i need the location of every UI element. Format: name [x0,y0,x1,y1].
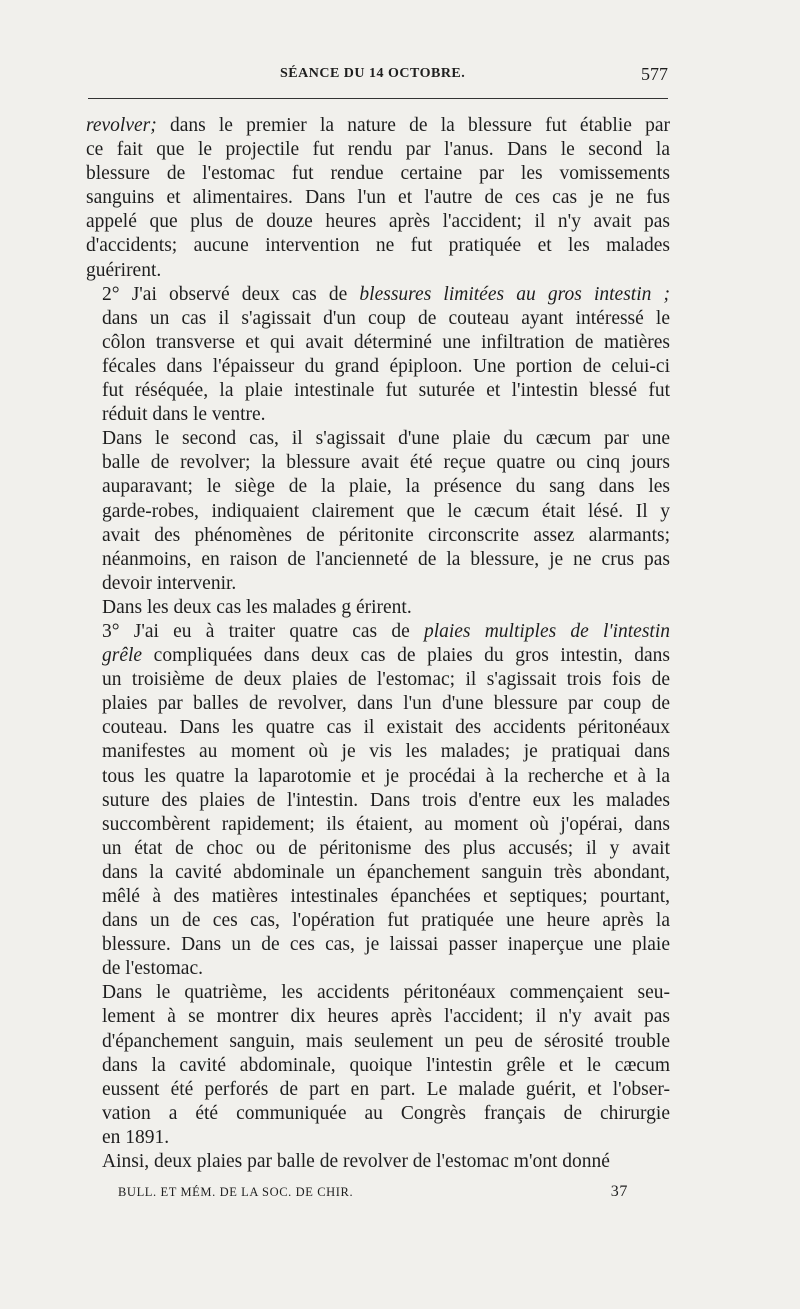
text-line [86,162,670,186]
text-line [86,692,670,716]
text-line [86,138,670,162]
line-text: côlon transverse et qui avait déterminé une infiltration de matières [102,331,670,353]
text-line [86,1030,670,1054]
line-text: de l'estomac. [102,958,203,980]
text-line [86,909,670,933]
text-line [86,114,670,138]
line-text: manifestes au moment où je vis les malades; je pratiquai dans [102,741,670,763]
text-line [86,644,670,668]
text-line [86,500,670,524]
text-line [86,379,670,403]
text-line [86,1054,670,1078]
text-line [86,1102,670,1126]
paragraph [86,1150,670,1174]
line-text: fécales dans l'épaisseur du grand épiploon. Une portion de celui-ci [102,355,670,377]
paragraph [86,596,670,620]
line-text: tous les quatre la laparotomie et je procédai à la recherche et à la [102,765,670,787]
line-text: garde-robes, indiquaient clairement que le cæcum était lésé. Il y [102,500,670,522]
italic-text: grêle [102,645,143,667]
text-line [86,475,670,499]
text-line [86,1005,670,1029]
line-text: blessure de l'estomac fut rendue certaine par les vomissements [86,163,670,185]
page-number: 577 [641,64,668,84]
line-text: Dans le quatrième, les accidents péritonéaux commençaient seu- [102,982,670,1004]
line-text: un état de choc ou de péritonisme des plus accusés; il y avait [102,837,670,859]
paragraph [86,114,670,283]
line-text: suture des plaies de l'intestin. Dans trois d'entre eux les malades [102,789,670,811]
body-text [86,114,670,1174]
line-text: ce fait que le projectile fut rendu par l'anus. Dans le second la [86,139,670,161]
line-text: vation a été communiquée au Congrès français de chirurgie [102,1102,670,1124]
paragraph [86,283,670,428]
italic-text: plaies multiples de l'intestin [423,620,671,642]
text-line [86,1078,670,1102]
header-title: SÉANCE DU 14 OCTOBRE. [280,66,466,81]
text-line [86,596,670,620]
line-text: réduit dans le ventre. [102,404,266,426]
footer-signature: 37 [610,1183,628,1200]
text-line [86,716,670,740]
text-line [86,765,670,789]
text-line [86,957,670,981]
text-line [86,355,670,379]
text-line [86,981,670,1005]
text-line [86,837,670,861]
text-line [86,861,670,885]
text-line [86,813,670,837]
text-line [86,307,670,331]
text-line [86,740,670,764]
line-text: devoir intervenir. [102,572,237,594]
text-line [86,234,670,258]
line-text: en 1891. [102,1126,170,1148]
line-text: d'épanchement sanguin, mais seulement un peu de sérosité trouble [102,1030,670,1052]
line-text: 3° J'ai eu à traiter quatre cas de [102,620,424,642]
header-rule [88,98,668,99]
running-header [88,62,668,90]
line-text: couteau. Dans les quatre cas il existait des accidents péritonéaux [102,717,670,739]
text-line [86,210,670,234]
text-line [86,524,670,548]
line-text: 2° J'ai observé deux cas de [102,283,360,305]
line-text: d'accidents; aucune intervention ne fut pratiquée et les malades [86,235,670,257]
text-line [86,933,670,957]
line-text: appelé que plus de douze heures après l'accident; il n'y avait pas [86,211,670,233]
line-text: mêlé à des matières intestinales épanchées et septiques; pourtant, [102,886,670,907]
line-text: balle de revolver; la blessure avait été reçue quatre ou cinq jours [102,452,670,474]
text-line [86,427,670,451]
line-text: blessure. Dans un de ces cas, je laissai passer inaperçue une plaie [102,934,670,956]
text-line [86,572,670,596]
text-line [86,451,670,475]
line-text: un troisième de deux plaies de l'estomac; il s'agissait trois fois de [102,669,670,691]
line-text: sanguins et alimentaires. Dans l'un et l'autre de ces cas je ne fus [86,187,670,209]
paragraph [86,620,670,981]
line-text: plaies par balles de revolver, dans l'un d'une blessure par coup de [102,693,670,715]
line-text: dans la cavité abdominale, quoique l'intestin grêle et le cæcum [102,1054,670,1076]
line-text: avait des phénomènes de péritonite circonscrite assez alarmants; [102,524,670,546]
line-text: guérirent. [86,259,162,281]
line-text: lement à se montrer dix heures après l'accident; il n'y avait pas [102,1006,670,1028]
paragraph [86,427,670,596]
text-line [86,283,670,307]
text-line [86,1150,670,1174]
line-text: dans la cavité abdominale un épanchement sanguin très abondant, [102,861,670,883]
line-text: dans le premier la nature de la blessure fut établie par [156,115,670,136]
text-line [86,789,670,813]
line-text: Ainsi, deux plaies par balle de revolver de l'estomac m'ont donné [102,1151,610,1173]
text-line [86,403,670,427]
text-line [86,259,670,283]
text-line [86,668,670,692]
line-text: néanmoins, en raison de l'ancienneté de la blessure, je ne crus pas [102,548,670,570]
line-text: Dans les deux cas les malades g érirent. [102,596,412,618]
text-line [86,548,670,572]
text-line [86,1126,670,1150]
paragraph [86,981,670,1150]
line-text: compliquées dans deux cas de plaies du gros intestin, dans [142,645,670,667]
text-line [86,620,670,644]
line-text: Dans le second cas, il s'agissait d'une plaie du cæcum par une [102,428,670,450]
line-text: dans un de ces cas, l'opération fut pratiquée une heure après la [102,910,670,932]
page-footer [88,1183,628,1203]
text-line [86,186,670,210]
line-text: succombèrent rapidement; ils étaient, au moment où j'opérai, dans [102,813,670,835]
text-line [86,331,670,355]
line-text: auparavant; le siège de la plaie, la présence du sang dans les [102,476,670,498]
line-text: eussent été perforés de part en part. Le malade guérit, et l'obser- [102,1078,670,1100]
text-line [86,885,670,909]
line-text: fut réséquée, la plaie intestinale fut suturée et l'intestin blessé fut [102,380,670,402]
italic-text: blessures limitées au gros intestin ; [359,283,670,305]
footer-journal: BULL. ET MÉM. DE LA SOC. DE CHIR. [118,1185,354,1199]
italic-text: revolver; [86,115,157,136]
line-text: dans un cas il s'agissait d'un coup de couteau ayant intéressé le [102,307,670,329]
